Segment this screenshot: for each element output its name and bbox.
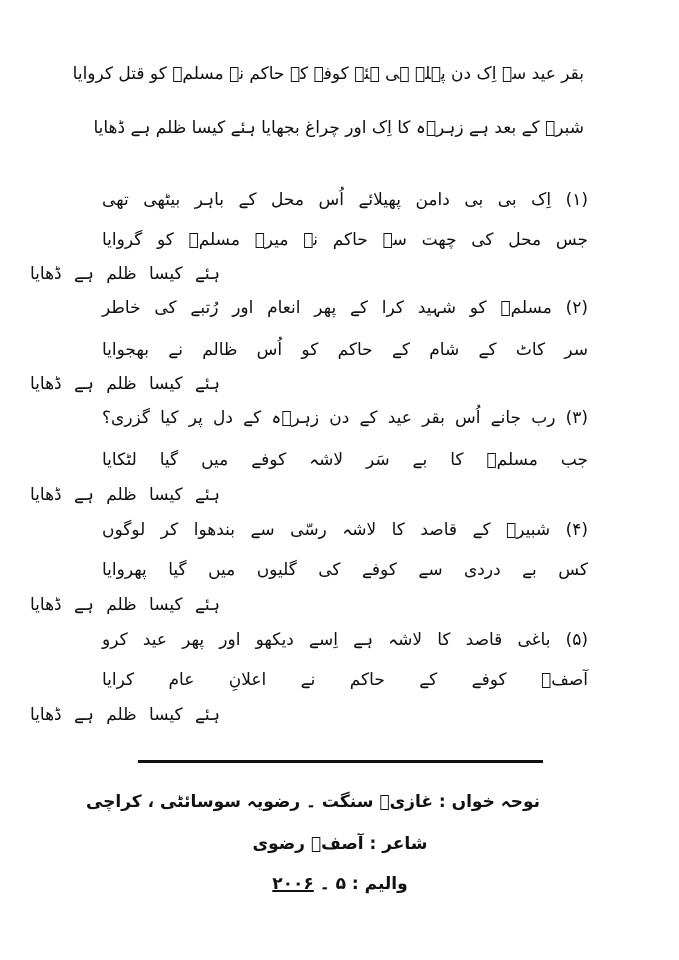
stanza-1-line-1: (۱) اِک بی بی دامن پھیلائے اُس محل کے باہر بیٹھی تھی <box>102 190 588 210</box>
noha-khwan-credit: نوحہ خواں : غازیؑ سنگت ۔ رضویہ سوسائٹی ، کراچی <box>85 792 540 812</box>
refrain-1: ہئے کیسا ظلم ہے ڈھایا <box>30 264 220 284</box>
shayar-credit: شاعر : آصفؔ رضوی <box>252 834 428 854</box>
volume-label: والیم : ۵ ۔ <box>319 874 408 894</box>
volume-credit <box>140 872 540 896</box>
refrain-2: ہئے کیسا ظلم ہے ڈھایا <box>30 374 220 394</box>
stanza-1-line-2: جس محل کی چھت سے حاکم نے میرے مسلمؑ کو گروایا <box>102 230 588 250</box>
refrain-4: ہئے کیسا ظلم ہے ڈھایا <box>30 595 220 615</box>
stanza-5-line-1: (۵) باغی قاصد کا لاشہ ہے اِسے دیکھو اور پھر عید کرو <box>102 630 588 650</box>
stanza-2-line-2: سر کاٹ کے شام کے حاکم کو اُس ظالم نے بھجوایا <box>102 340 588 360</box>
intro-line-2: شبرؑ کے بعد ہے زہرؑہ کا اِک اور چراغ بجھایا ہئے کیسا ظلم ہے ڈھایا <box>93 118 584 138</box>
divider-rule <box>138 760 543 763</box>
stanza-3-line-1: (۳) رب جانے اُس بقر عید کے دن زہرؑہ کے دل پر کیا گزری؟ <box>102 408 588 428</box>
refrain-3: ہئے کیسا ظلم ہے ڈھایا <box>30 485 220 505</box>
stanza-3-line-2: جب مسلمؑ کا بے سَر لاشہ کوفے میں گیا لٹکایا <box>102 450 588 470</box>
stanza-2-line-1: (۲) مسلمؑ کو شہید کرا کے پھر انعام اور رُتبے کی خاطر <box>102 298 588 318</box>
refrain-5: ہئے کیسا ظلم ہے ڈھایا <box>30 705 220 725</box>
volume-number: ۲۰۰۶ <box>272 874 314 894</box>
intro-line-1: بقر عید سے اِک دن پہلے ہی ہئے کوفے کے حاکم نے مسلمؑ کو قتل کروایا <box>72 64 584 84</box>
stanza-4-line-1: (۴) شبیرؑ کے قاصد کا لاشہ رسّی سے بندھوا کر لوگوں <box>102 520 588 540</box>
stanza-5-line-2: آصفؔ کوفے کے حاکم نے اعلانِ عام کرایا <box>102 670 588 690</box>
stanza-4-line-2: کس بے دردی سے کوفے کی گلیوں میں گیا پھروایا <box>102 560 588 580</box>
